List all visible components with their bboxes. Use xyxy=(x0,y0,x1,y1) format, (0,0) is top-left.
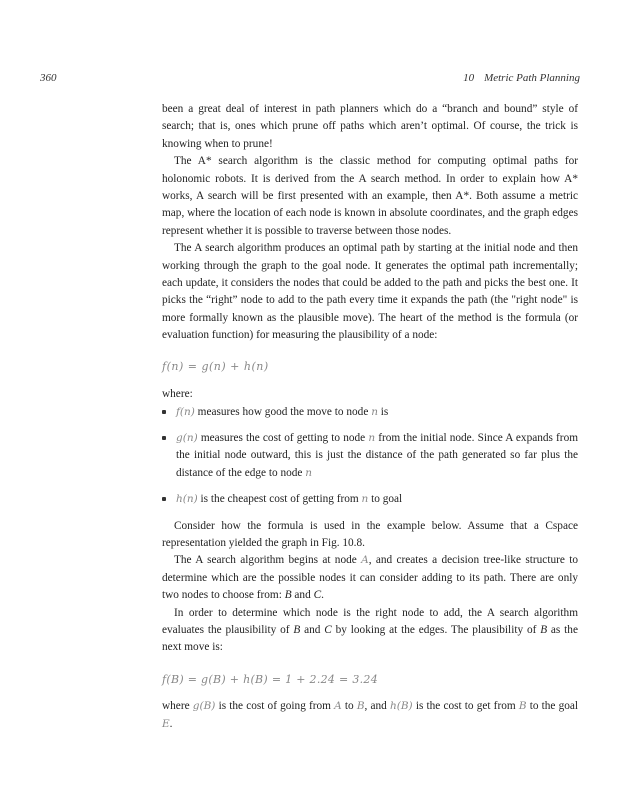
chapter-number: 10 xyxy=(463,72,475,84)
bullet-marker xyxy=(162,410,166,414)
var-B: B xyxy=(293,623,301,636)
var-C: C xyxy=(313,589,322,602)
paragraph-5 xyxy=(162,552,578,604)
paragraph-3: The A search algorithm produces an optimal path by starting at the initial node and then working through the graph to the goal node. It generates the optimal path incrementally; each update, it considers the nodes that could be added to the path and picks the best one. It picks the “right” node to add to the path every time it expands the path (the "right node" is more formally known as the plausible move). The heart of the method is the formula (or evaluation function) for measuring the plausibility of a node: xyxy=(162,242,578,342)
paragraph-4: Consider how the formula is used in the example below. Assume that a Cspace representation yielded the graph in Fig. 10.8. xyxy=(162,519,578,549)
bullet-text: is the cheapest cost of getting from xyxy=(200,493,359,506)
var-B: B xyxy=(540,623,548,636)
bullet-text: measures how good the move to node xyxy=(197,405,369,418)
bullet-text: to goal xyxy=(371,493,403,506)
bullet-marker xyxy=(162,497,166,501)
bullet-text: measures the cost of getting to node xyxy=(200,431,366,444)
definition-list xyxy=(162,404,578,509)
chapter-heading xyxy=(463,72,580,84)
math-f-n: f(n) xyxy=(176,405,195,418)
bullet-text: is xyxy=(380,405,389,418)
math-h-n: h(n) xyxy=(176,493,198,506)
plausibility-formula: f(B) = g(B) + h(B) = 1 + 2.24 = 3.24 xyxy=(162,672,379,686)
text-span: and xyxy=(294,589,311,602)
bullet-marker xyxy=(162,436,166,440)
text-span: is the cost to get from xyxy=(415,700,516,713)
text-span: where xyxy=(162,700,190,713)
list-item xyxy=(162,491,578,508)
paragraph-7 xyxy=(162,698,578,733)
math-g-n: g(n) xyxy=(176,431,198,444)
paragraph-2: The A* search algorithm is the classic method for computing optimal paths for holonomic robots. It is derived from the A search method. In order to explain how A* works, A search will be first presented with an example, then A*. Both assume a metric map, where the location of each node is known in absolute coordinates, and the graph edges represent whether it is possible to traverse between those nodes. xyxy=(162,155,578,237)
math-n: n xyxy=(371,405,378,418)
math-E: E xyxy=(162,717,170,730)
body-text xyxy=(162,101,578,733)
text-span: as the next move is: xyxy=(162,623,578,654)
math-n: n xyxy=(368,431,376,444)
math-A: A xyxy=(361,554,369,567)
math-B: B xyxy=(356,700,365,713)
where-label: where: xyxy=(162,388,193,401)
text-span: . xyxy=(321,589,324,602)
text-span: , and creates a decision tree-like structure to determine which are the possible nodes it can consider adding to its path. There are only two nodes to choose from: xyxy=(162,554,578,602)
list-item xyxy=(162,430,578,482)
var-B: B xyxy=(284,589,292,602)
text-span: by looking at the edges. The plausibility of xyxy=(335,623,537,636)
math-g-B: g(B) xyxy=(192,700,216,713)
text-span: , and xyxy=(364,700,387,713)
var-C: C xyxy=(324,623,332,636)
paragraph-1: been a great deal of interest in path planners which do a “branch and bound” style of search; that is, ones which prune off paths which aren’t optimal. Of course, the trick is knowing when to prune! xyxy=(162,103,578,150)
chapter-title: Metric Path Planning xyxy=(484,72,580,84)
list-item xyxy=(162,404,578,421)
text-span: and xyxy=(304,623,321,636)
running-header xyxy=(40,72,580,88)
evaluation-function-formula: f(n) = g(n) + h(n) xyxy=(162,359,269,373)
math-A: A xyxy=(334,700,342,713)
math-n: n xyxy=(305,466,313,479)
text-span: to the goal xyxy=(529,700,579,713)
math-n: n xyxy=(361,493,369,506)
paragraph-6 xyxy=(162,605,578,657)
text-span: In order to determine which node is the right node to add, the A search algorithm evaluates the plausibility of xyxy=(162,606,578,636)
page-number: 360 xyxy=(40,72,57,84)
math-B: B xyxy=(518,700,527,713)
text-span: The A search algorithm begins at node xyxy=(174,554,357,567)
bullet-text: from the initial node. Since A expands from the initial node outward, this is just the distance of the path generated so far plus the distance of the edge to node xyxy=(176,431,579,479)
math-h-B: h(B) xyxy=(389,700,413,713)
text-span: is the cost of going from xyxy=(218,700,331,713)
text-span: . xyxy=(169,717,173,730)
text-span: to xyxy=(344,700,354,713)
